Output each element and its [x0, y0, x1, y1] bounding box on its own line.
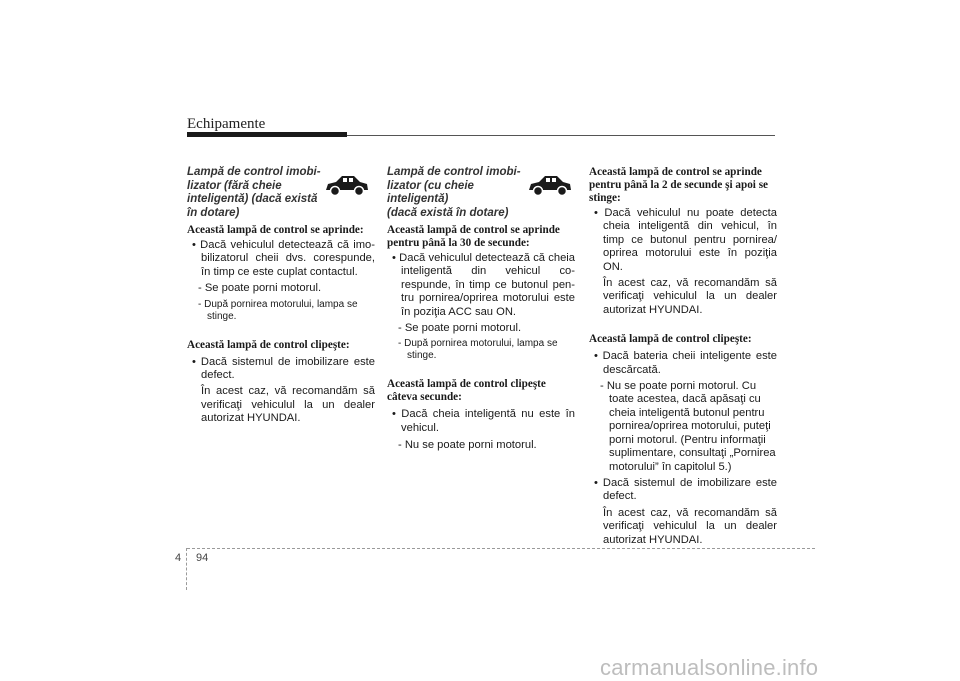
chapter-number: 4 — [175, 552, 182, 564]
dash-item: - Nu se poate porni motorul. — [398, 439, 537, 452]
blinks-title: Această lampă de control clipeşte: — [187, 338, 350, 351]
bullet-item: • Dacă vehiculul detectează că imo-bilizatorul cheii dvs. corespunde, în timp ce este cuplat contactul. — [192, 239, 375, 278]
lights-up-title: Această lampă de control se aprinde pentru până la 30 de secunde: — [387, 224, 560, 249]
bullet-item: • Dacă vehiculul detectează că cheia inteligentă din vehicul co-respunde, în timp ce butonul pen-tru pornirea/oprirea motorului este în poziţia ACC sau ON. — [392, 252, 575, 318]
column-1 — [187, 166, 375, 426]
lights-up-title: Această lampă de control se aprinde pentru până la 2 de secunde şi apoi se stinge: — [589, 166, 769, 204]
dash-item: - Se poate porni motorul. — [398, 322, 522, 335]
watermark: carmanualsonline.info — [600, 655, 819, 680]
section-heading-no-smart-key: Lampă de control imobi- lizator (fără cheie inteligentă) (dacă există în dotare) — [187, 166, 321, 219]
note-text: În acest caz, vă recomandăm să verificaţi vehiculul la un dealer autorizat HYUNDAI. — [201, 385, 375, 425]
dash-item: - Nu se poate porni motorul. Cu toate acestea, dacă apăsaţi cu cheia inteligentă butonul pentru pornirea/oprirea motorului, puteţi porni motorul. (Pentru informaţii suplimentare, consultaţi „Pornirea motorului” în capitolul 5.) — [600, 380, 776, 473]
bullet-item: • Dacă vehiculul nu poate detecta cheia inteligentă din vehicul, în timp ce butonul pentru pornirea/ oprirea motorului este în poziţia ON. — [594, 207, 777, 273]
header-accent-bar — [187, 132, 347, 137]
bullet-item: • Dacă bateria cheii inteligente este descărcată. — [594, 350, 777, 376]
section-heading-smart-key: Lampă de control imobi- lizator (cu cheie inteligentă) (dacă există în dotare) — [387, 166, 521, 219]
note-text: În acest caz, vă recomandăm să verificaţi vehiculul la un dealer autorizat HYUNDAI. — [603, 277, 777, 316]
lights-up-title: Această lampă de control se aprinde: — [187, 224, 364, 236]
dash-item: - Se poate porni motorul. — [198, 282, 322, 295]
page-header-title: Echipamente — [187, 116, 266, 132]
blinks-title: Această lampă de control clipeşte: — [589, 333, 752, 346]
column-3 — [589, 166, 777, 547]
footer-divider — [186, 548, 187, 590]
footer-rule — [187, 548, 815, 549]
note-text: În acest caz, vă recomandăm să verificaţi vehiculul la un dealer autorizat HYUNDAI. — [603, 506, 777, 546]
bullet-item: • Dacă cheia inteligentă nu este în vehicul. — [392, 408, 575, 434]
blinks-title: Această lampă de control clipeşte câteva secunde: — [387, 378, 546, 404]
dash-item: - După pornirea motorului, lampa se stinge. — [398, 338, 558, 362]
bullet-item: • Dacă sistemul de imobilizare este defect. — [192, 355, 375, 382]
bullet-item: • Dacă sistemul de imobilizare este defect. — [594, 476, 777, 503]
column-2 — [387, 166, 575, 453]
dash-item: - După pornirea motorului, lampa se stinge. — [198, 298, 358, 322]
page-number: 94 — [196, 552, 209, 564]
